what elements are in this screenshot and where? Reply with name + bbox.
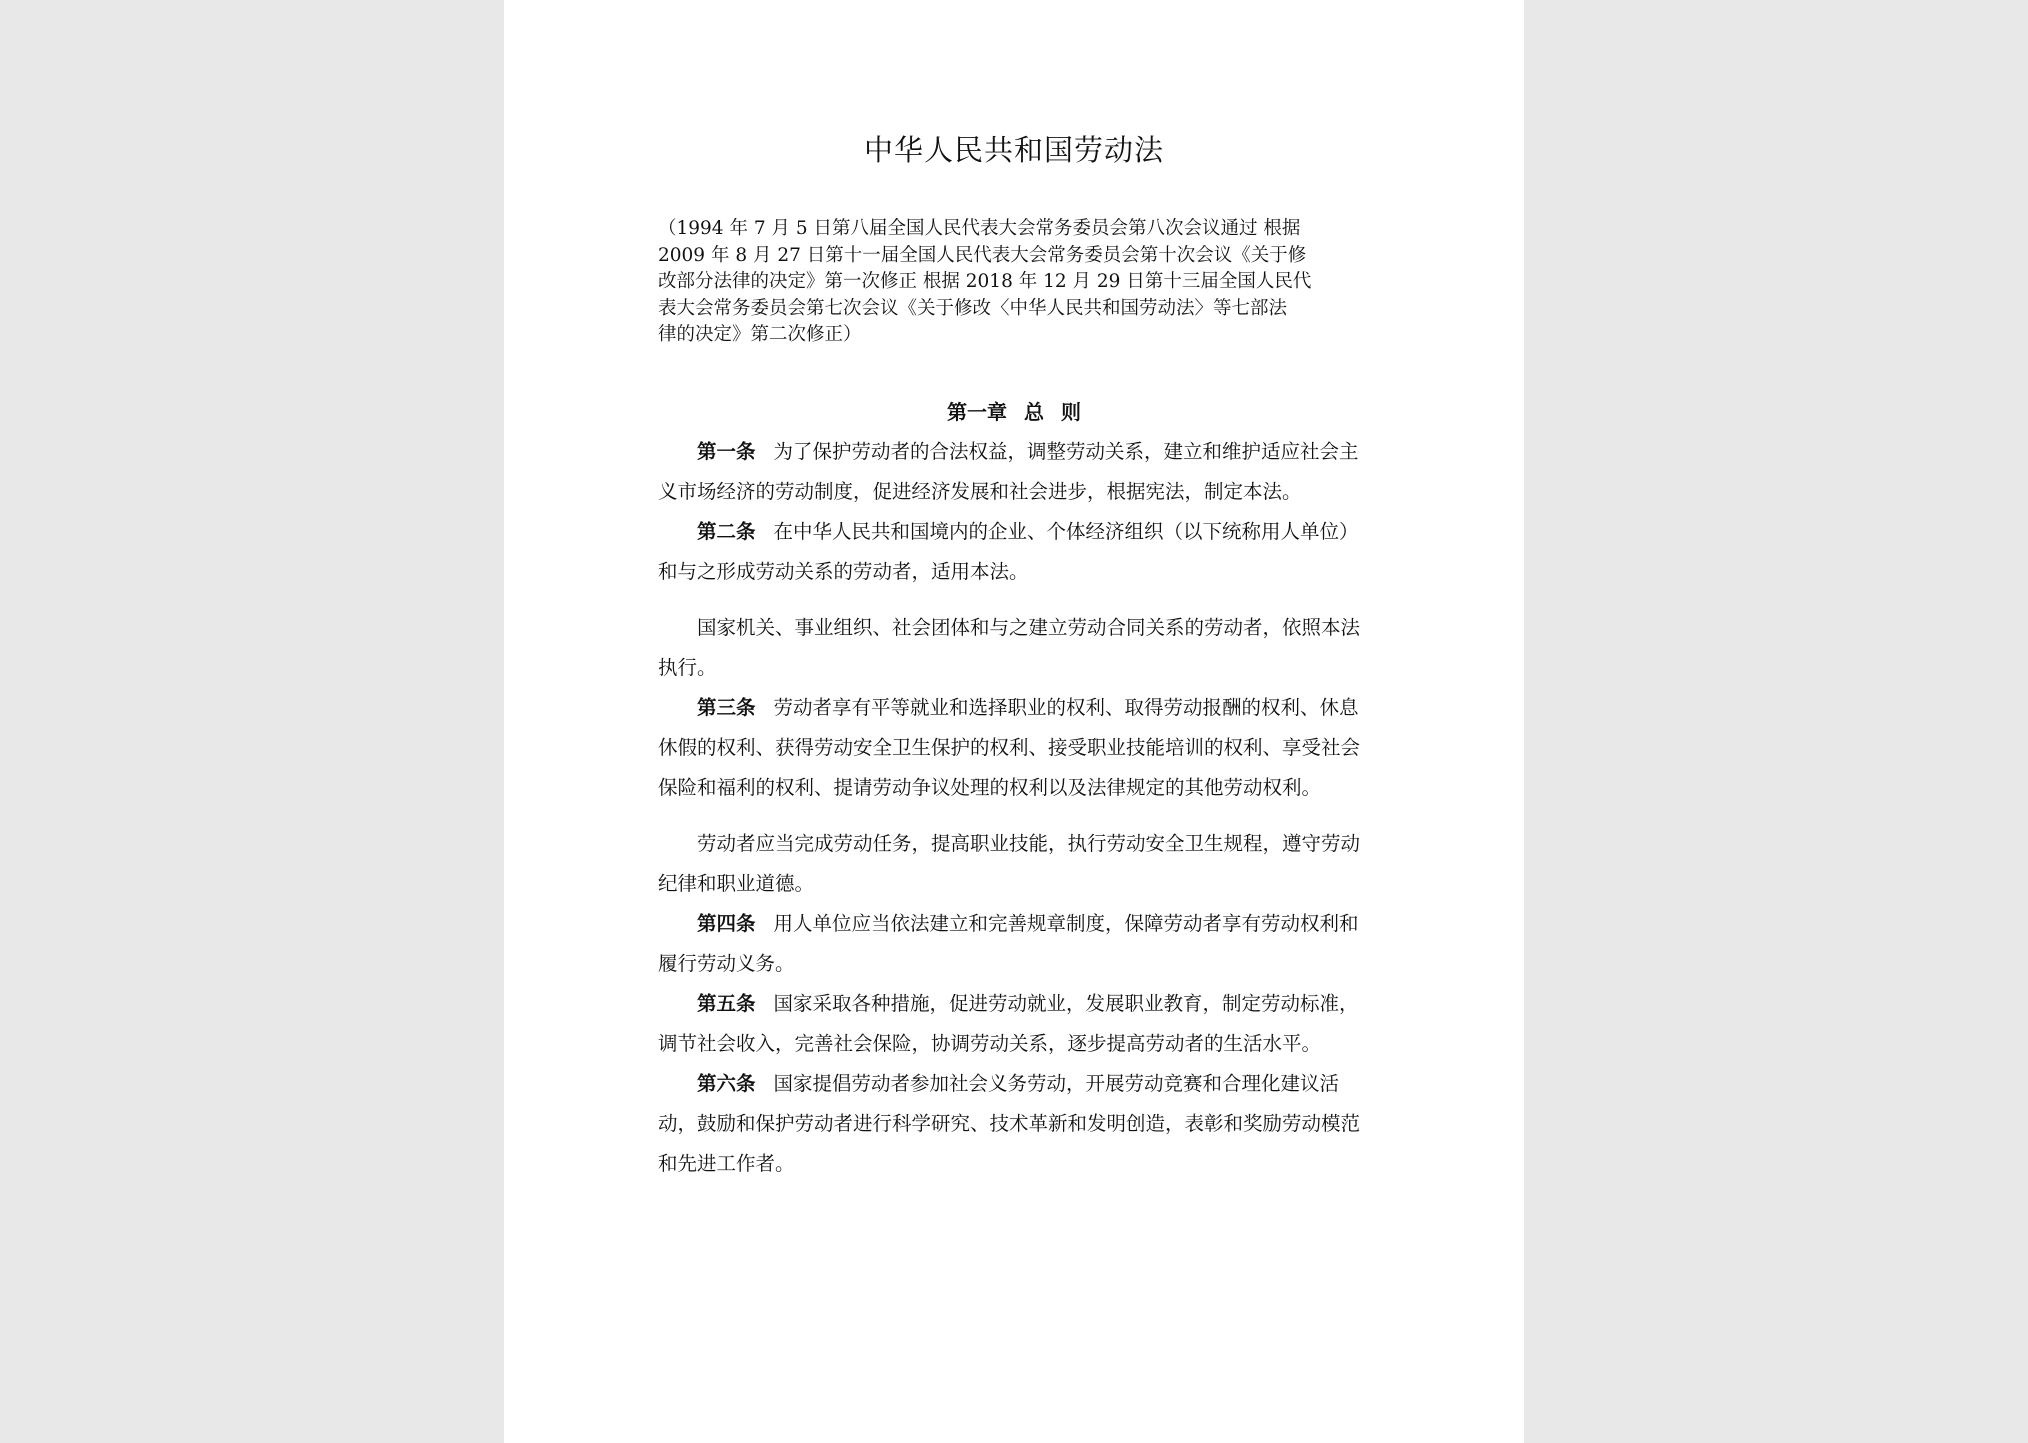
amendment-note-line: 2009 年 8 月 27 日第十一届全国人民代表大会常务委员会第十次会议《关于修 bbox=[658, 244, 1307, 266]
article-label: 第一条 bbox=[697, 440, 756, 463]
article-2 bbox=[658, 512, 1378, 592]
article-label: 第六条 bbox=[697, 1072, 756, 1095]
article-text: 国家提倡劳动者参加社会义务劳动，开展劳动竞赛和合理化建议活动，鼓励和保护劳动者进行科学研究、技术革新和发明创造，表彰和奖励劳动模范和先进工作者。 bbox=[658, 1072, 1361, 1175]
article-text: 劳动者应当完成劳动任务，提高职业技能，执行劳动安全卫生规程，遵守劳动纪律和职业道德。 bbox=[658, 832, 1361, 895]
article-4 bbox=[658, 904, 1378, 984]
amendment-note-line: 律的决定》第二次修正） bbox=[658, 324, 862, 345]
article-text: 在中华人民共和国境内的企业、个体经济组织（以下统称用人单位）和与之形成劳动关系的劳动者，适用本法。 bbox=[658, 520, 1359, 583]
article-3 bbox=[658, 688, 1378, 808]
article-2-paragraph-2 bbox=[658, 608, 1378, 688]
article-3-paragraph-2 bbox=[658, 824, 1378, 904]
article-label: 第五条 bbox=[697, 992, 756, 1015]
amendment-note bbox=[658, 216, 1378, 349]
article-6 bbox=[658, 1064, 1378, 1184]
article-text: 国家采取各种措施，促进劳动就业，发展职业教育，制定劳动标准，调节社会收入，完善社会保险，协调劳动关系，逐步提高劳动者的生活水平。 bbox=[658, 992, 1359, 1055]
article-1 bbox=[658, 432, 1378, 512]
article-label: 第二条 bbox=[697, 520, 756, 543]
amendment-note-line: 改部分法律的决定》第一次修正 根据 2018 年 12 月 29 日第十三届全国人民代 bbox=[658, 271, 1312, 292]
article-text: 劳动者享有平等就业和选择职业的权利、取得劳动报酬的权利、休息休假的权利、获得劳动安全卫生保护的权利、接受职业技能培训的权利、享受社会保险和福利的权利、提请劳动争议处理的权利以及法律规定的其他劳动权利。 bbox=[658, 696, 1361, 799]
article-5 bbox=[658, 984, 1378, 1064]
amendment-note-line: 表大会常务委员会第七次会议《关于修改〈中华人民共和国劳动法〉等七部法 bbox=[658, 297, 1288, 319]
chapter-heading: 第一章 总 则 bbox=[947, 400, 1081, 424]
amendment-note-line: （1994 年 7 月 5 日第八届全国人民代表大会常务委员会第八次会议通过 根据 bbox=[658, 218, 1301, 239]
document-body bbox=[658, 432, 1378, 1184]
document-page bbox=[504, 0, 1524, 1443]
article-label: 第三条 bbox=[697, 696, 756, 719]
article-label: 第四条 bbox=[697, 912, 756, 935]
article-text: 用人单位应当依法建立和完善规章制度，保障劳动者享有劳动权利和履行劳动义务。 bbox=[658, 912, 1359, 975]
article-text: 国家机关、事业组织、社会团体和与之建立劳动合同关系的劳动者，依照本法执行。 bbox=[658, 616, 1361, 679]
document-title: 中华人民共和国劳动法 bbox=[863, 133, 1164, 167]
article-text: 为了保护劳动者的合法权益，调整劳动关系，建立和维护适应社会主义市场经济的劳动制度，促进经济发展和社会进步，根据宪法，制定本法。 bbox=[658, 440, 1359, 503]
